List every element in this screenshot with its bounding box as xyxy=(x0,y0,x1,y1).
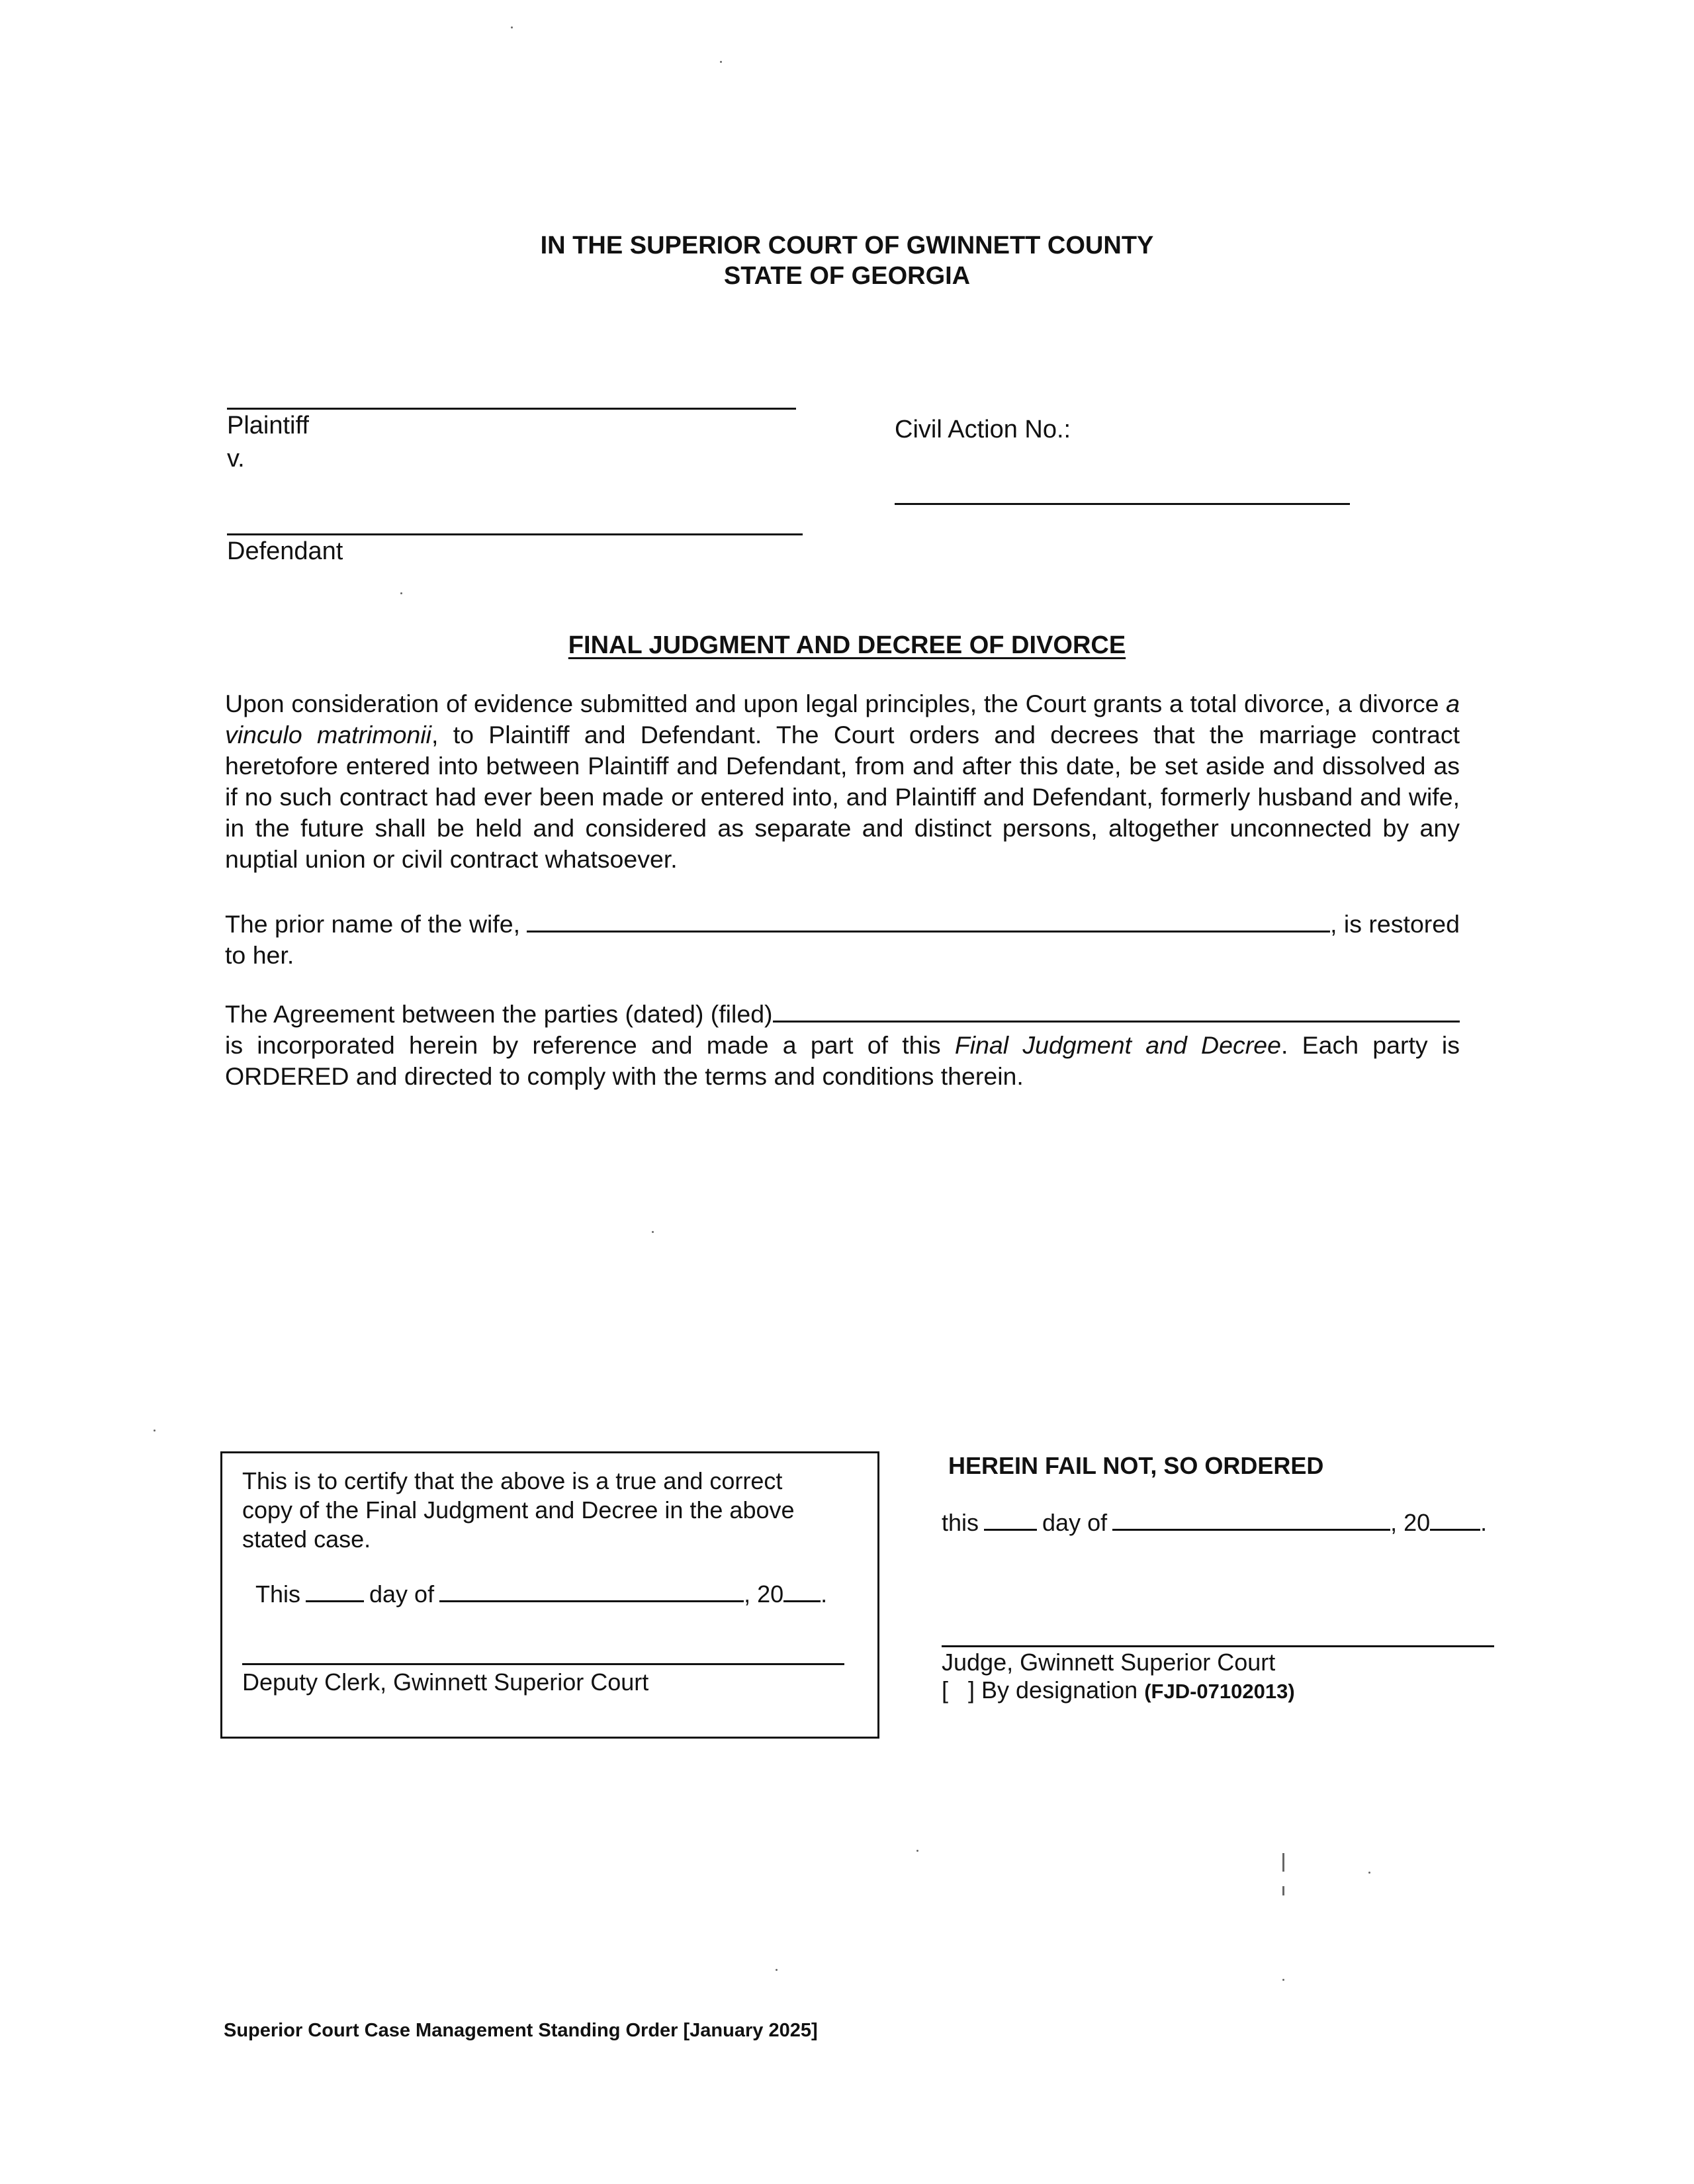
plaintiff-name-line[interactable] xyxy=(227,408,796,410)
clerk-certification-box xyxy=(220,1451,879,1739)
plaintiff-label: Plaintiff xyxy=(227,412,309,439)
scan-speck xyxy=(720,61,722,63)
scan-speck xyxy=(511,26,513,28)
clerk-date-row: This day of , 20 . xyxy=(255,1578,827,1609)
scan-speck xyxy=(154,1430,156,1432)
designation-row xyxy=(942,1676,1295,1706)
civil-action-number-line[interactable] xyxy=(895,503,1350,505)
order-heading: HEREIN FAIL NOT, SO ORDERED xyxy=(948,1452,1324,1479)
judge-signature-line[interactable] xyxy=(942,1645,1494,1647)
form-code: (FJD-07102013) xyxy=(1144,1680,1295,1703)
civil-action-label: Civil Action No.: xyxy=(895,416,1071,443)
scan-speck xyxy=(916,1850,918,1852)
designation-label: By designation xyxy=(981,1676,1138,1704)
scan-speck xyxy=(1282,1979,1284,1981)
divorce-grant-paragraph: Upon consideration of evidence submitted and upon legal principles, the Court grants a total divorce, a divorce a vinculo matrimonii, to Plaintiff and Defendant. The Court orders and decrees that the marriage contract heretofore entered into between Plaintiff and Defendant, from and after this date, be set aside and dissolved as if no such contract had ever been made or entered into, and Plaintiff and Defendant, formerly husband and wife, in the future shall be held and considered as separate and distinct persons, altogether unconnected by any nuptial union or civil contract whatsoever. xyxy=(225,690,1460,873)
clerk-signature-label: Deputy Clerk, Gwinnett Superior Court xyxy=(242,1668,649,1696)
scan-speck xyxy=(776,1969,778,1971)
agreement-paragraph: The Agreement between the parties (dated) (filed) is incorporated herein by reference and made a part of this Final Judgment and Decree. Each party is ORDERED and directed to comply with the terms and conditions therein. xyxy=(225,998,1460,1092)
agreement-date-field[interactable] xyxy=(773,998,1460,1023)
prior-name-paragraph: The prior name of the wife, , is restored to her. xyxy=(225,908,1460,971)
state-heading: STATE OF GEORGIA xyxy=(723,262,971,290)
court-heading: IN THE SUPERIOR COURT OF GWINNETT COUNTY xyxy=(540,232,1154,259)
judge-label: Judge, Gwinnett Superior Court xyxy=(942,1649,1276,1676)
clerk-day-field[interactable] xyxy=(306,1578,364,1602)
order-day-field[interactable] xyxy=(984,1506,1037,1531)
prior-name-field[interactable] xyxy=(527,908,1330,933)
scan-mark xyxy=(1282,1886,1284,1895)
scan-speck xyxy=(652,1231,654,1233)
designation-checkbox[interactable]: [ ] xyxy=(942,1676,975,1704)
versus-label: v. xyxy=(227,445,245,473)
certify-text: This is to certify that the above is a true and correct copy of the Final Judgment and Decree in the above stated case. xyxy=(242,1467,795,1553)
clerk-signature-line[interactable] xyxy=(242,1663,844,1665)
order-month-field[interactable] xyxy=(1112,1506,1390,1531)
clerk-month-field[interactable] xyxy=(439,1578,744,1602)
defendant-name-line[interactable] xyxy=(227,533,803,535)
scan-speck xyxy=(1368,1872,1370,1874)
document-title: FINAL JUDGMENT AND DECREE OF DIVORCE xyxy=(568,631,1126,659)
order-year-field[interactable] xyxy=(1430,1506,1480,1531)
footer-standing-order: Superior Court Case Management Standing Order [January 2025] xyxy=(224,2020,818,2041)
defendant-label: Defendant xyxy=(227,537,343,565)
scan-speck xyxy=(400,592,402,594)
scan-mark xyxy=(1282,1853,1284,1872)
order-date-row: this day of , 20 . xyxy=(942,1506,1487,1537)
clerk-year-field[interactable] xyxy=(783,1578,821,1602)
